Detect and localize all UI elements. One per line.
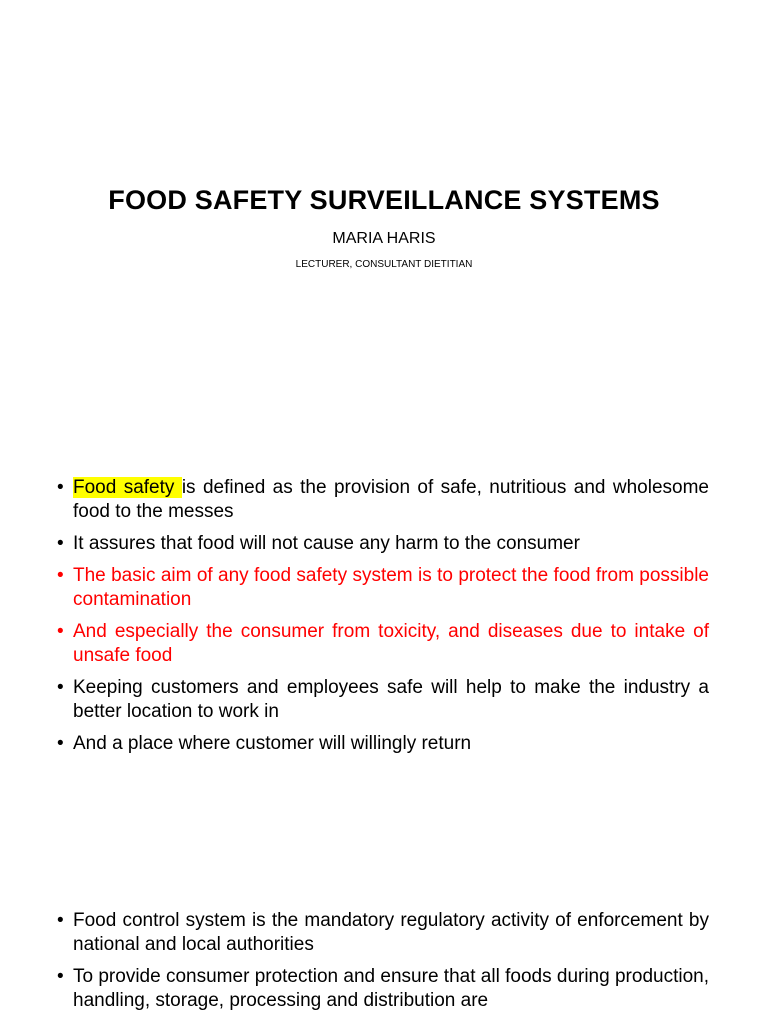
list-item-text: To provide consumer protection and ensure that all foods during production, handling, storage, processing and distribution are (73, 966, 709, 1011)
definition-bullet-list (0, 476, 768, 756)
bullet-icon: • (57, 966, 64, 987)
bullet-icon: • (57, 565, 64, 586)
slide-title: FOOD SAFETY SURVEILLANCE SYSTEMS (108, 185, 660, 215)
title-slide (0, 0, 768, 400)
list-item-text: Keeping customers and employees safe will help to make the industry a better location to work in (73, 677, 709, 722)
list-item (0, 532, 768, 556)
author-name: MARIA HARIS (332, 230, 436, 247)
list-item (0, 676, 768, 724)
list-item (0, 620, 768, 668)
list-item (0, 564, 768, 612)
bullet-icon: • (57, 733, 64, 754)
food-control-bullet-list (0, 909, 768, 1013)
bullet-icon: • (57, 910, 64, 931)
list-item-text: And especially the consumer from toxicity, and diseases due to intake of unsafe food (73, 621, 709, 666)
list-item (0, 965, 768, 1013)
author-role: LECTURER, CONSULTANT DIETITIAN (295, 259, 473, 270)
list-item-text: Food control system is the mandatory regulatory activity of enforcement by national and local authorities (73, 910, 709, 955)
highlighted-term: Food safety (73, 477, 182, 498)
bullet-icon: • (57, 621, 64, 642)
list-item (0, 909, 768, 957)
list-item (0, 476, 768, 524)
list-item-text: And a place where customer will willingly return (73, 733, 472, 754)
bullet-icon: • (57, 477, 64, 498)
list-item-text: It assures that food will not cause any harm to the consumer (73, 533, 580, 554)
list-item-text: The basic aim of any food safety system is to protect the food from possible contamination (73, 565, 709, 610)
list-item-text: is defined as the provision of safe, nutritious and wholesome food to the messes (73, 477, 709, 522)
bullet-icon: • (57, 677, 64, 698)
bullet-icon: • (57, 533, 64, 554)
list-item (0, 732, 768, 756)
